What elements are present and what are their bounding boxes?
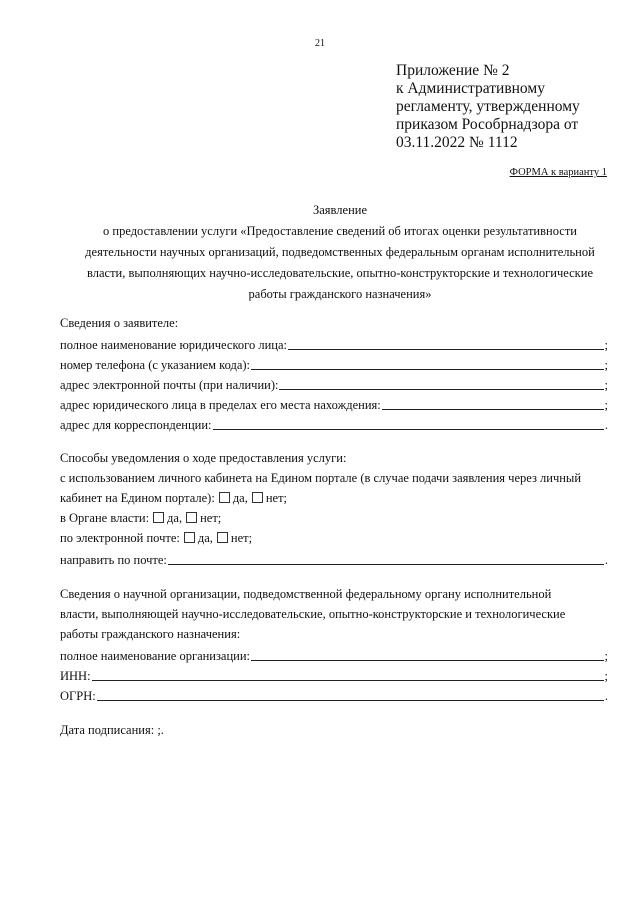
- portal-label: кабинет на Едином портале):: [60, 491, 215, 505]
- yes-label: да,: [197, 531, 213, 545]
- notify-email-options: [60, 528, 608, 548]
- appendix-block: [396, 62, 580, 152]
- signature-date: Дата подписания: ;.: [60, 723, 164, 737]
- field-label: ОГРН:: [60, 689, 96, 703]
- appendix-line: Приложение № 2: [396, 62, 510, 79]
- appendix-line: приказом Рособрнадзора от: [396, 116, 579, 133]
- fill-line[interactable]: [213, 416, 604, 430]
- fill-line[interactable]: [251, 647, 603, 661]
- field-tail: ;: [604, 649, 608, 663]
- field-tail: .: [604, 553, 608, 567]
- appendix-line: к Административному: [396, 80, 545, 97]
- yes-label: да,: [232, 491, 248, 505]
- field-ogrn[interactable]: [60, 684, 608, 704]
- checkbox-portal-yes[interactable]: [219, 492, 230, 503]
- field-tail: ;: [604, 669, 608, 683]
- notify-portal-line: с использованием личного кабинета на Едином портале (в случае подачи заявления через личный: [60, 471, 582, 485]
- field-legal-address[interactable]: [60, 393, 608, 413]
- appendix-line: регламенту, утвержденному: [396, 98, 580, 115]
- field-label: адрес электронной почты (при наличии):: [60, 378, 279, 392]
- checkbox-organ-yes[interactable]: [153, 512, 164, 523]
- organization-line: власти, выполняющей научно-исследовательские, опытно-конструкторские и технологические: [60, 607, 566, 621]
- field-legal-entity-name[interactable]: [60, 333, 608, 353]
- document-title: [40, 200, 640, 305]
- field-label: адрес юридического лица в пределах его места нахождения:: [60, 398, 381, 412]
- organ-label: в Органе власти:: [60, 511, 150, 525]
- organization-section: [60, 584, 608, 704]
- signature-date-section: [60, 720, 608, 740]
- notify-organ-options: [60, 508, 608, 528]
- field-tail: ;: [604, 338, 608, 352]
- organization-line: работы гражданского назначения:: [60, 627, 241, 641]
- email-label: по электронной почте:: [60, 531, 180, 545]
- fill-line[interactable]: [92, 667, 604, 681]
- form-reference: ФОРМА к варианту 1: [509, 167, 607, 178]
- page-number: 21: [315, 38, 325, 49]
- fill-line[interactable]: [97, 687, 604, 701]
- field-correspondence-address[interactable]: [60, 413, 608, 433]
- notify-header: Способы уведомления о ходе предоставления услуги:: [60, 451, 347, 465]
- appendix-line: 03.11.2022 № 1112: [396, 134, 518, 151]
- applicant-header: Сведения о заявителе:: [60, 316, 179, 330]
- field-label: ИНН:: [60, 669, 91, 683]
- fill-line[interactable]: [382, 396, 604, 410]
- field-tail: .: [604, 418, 608, 432]
- fill-line[interactable]: [168, 551, 604, 565]
- yes-label: да,: [167, 511, 183, 525]
- title-line: о предоставлении услуги «Предоставление сведений об итогах оценки результативности: [103, 224, 577, 238]
- applicant-section: [60, 313, 608, 433]
- checkbox-portal-no[interactable]: [252, 492, 263, 503]
- notify-portal-options: [60, 488, 608, 508]
- field-label: номер телефона (с указанием кода):: [60, 358, 251, 372]
- field-inn[interactable]: [60, 664, 608, 684]
- checkbox-email-no[interactable]: [217, 532, 228, 543]
- fill-line[interactable]: [251, 356, 603, 370]
- fill-line[interactable]: [279, 376, 603, 390]
- field-tail: ;: [604, 398, 608, 412]
- title-line: работы гражданского назначения»: [248, 287, 432, 301]
- no-label: нет;: [265, 491, 288, 505]
- field-organization-name[interactable]: [60, 644, 608, 664]
- field-label: полное наименование организации:: [60, 649, 251, 663]
- field-tail: ;: [604, 378, 608, 392]
- field-send-by-post[interactable]: [60, 548, 608, 568]
- field-email[interactable]: [60, 373, 608, 393]
- checkbox-organ-no[interactable]: [186, 512, 197, 523]
- field-label: адрес для корреспонденции:: [60, 418, 212, 432]
- no-label: нет;: [230, 531, 253, 545]
- field-phone[interactable]: [60, 353, 608, 373]
- checkbox-email-yes[interactable]: [184, 532, 195, 543]
- field-tail: ;: [604, 358, 608, 372]
- notification-section: [60, 448, 608, 568]
- organization-line: Сведения о научной организации, подведомственной федеральному органу исполнительной: [60, 587, 552, 601]
- title-line: деятельности научных организаций, подведомственных федеральным органам исполнительной: [85, 245, 595, 259]
- title-heading: Заявление: [312, 203, 367, 217]
- field-label: направить по почте:: [60, 553, 167, 567]
- field-label: полное наименование юридического лица:: [60, 338, 287, 352]
- field-tail: .: [604, 689, 608, 703]
- title-line: власти, выполняющих научно-исследовательские, опытно-конструкторские и технологические: [87, 266, 593, 280]
- fill-line[interactable]: [288, 336, 604, 350]
- no-label: нет;: [200, 511, 222, 525]
